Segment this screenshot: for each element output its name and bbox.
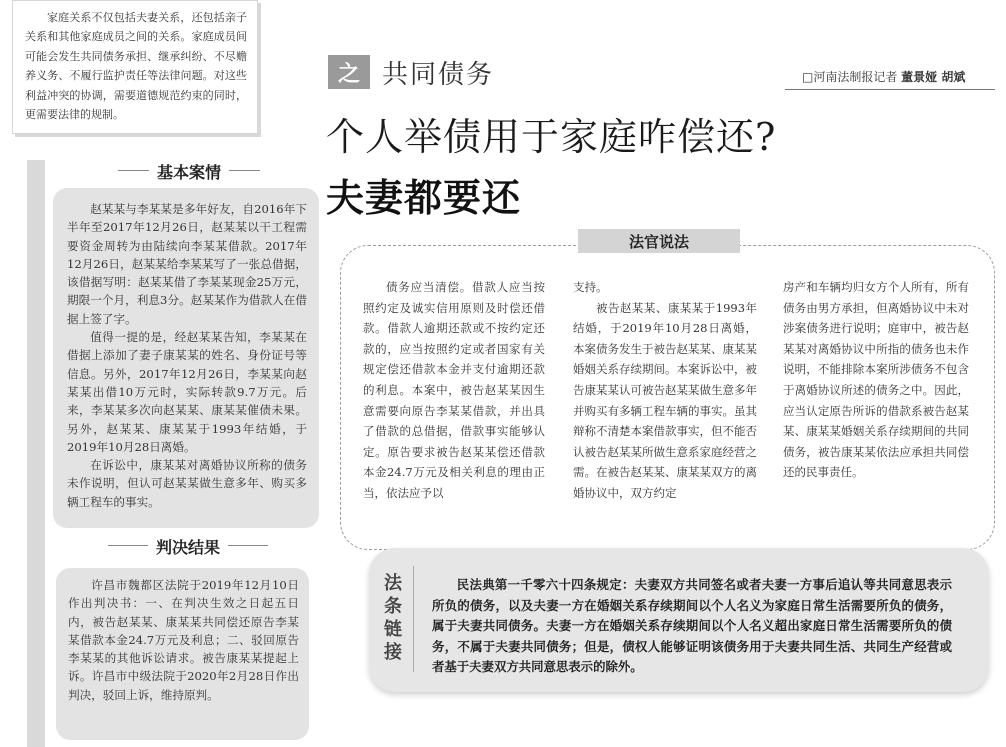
basic-case-heading [118,160,260,183]
basic-case-panel [53,188,319,528]
byline-names: 董景娅 胡斌 [901,70,966,84]
law-text: 民法典第一千零六十四条规定：夫妻双方共同签名或者夫妻一方事后追认等共同意思表示所负的债务，以及夫妻一方在婚姻关系存续期间以个人名义为家庭日常生活需要所负的债务，属于夫妻共同债务。夫妻一方在婚姻关系存续期间以个人名义超出家庭日常生活需要所负的债务，不属于夫妻共同债务；但是，债权人能够证明该债务用于夫妻共同生活、共同生产经营或者基于夫妻双方共同意思表示的除外。 [432,577,952,674]
section-name: 共同债务 [382,60,495,90]
judge-paragraph: 债务应当清偿。借款人应当按照约定及诚实信用原则及时偿还借款。借款人逾期还款或不按约定还款的，应当按照约定或者国家有关规定偿还借款本金并支付逾期还款的利息。本案中，被告赵某某因生意需要向原告李某某借款，并出具了借款的总借据，借款事实能够认定。原告要求被告赵某某偿还借款本金24.7万元及相关利息的理由正当，依法应予以 [363,280,545,500]
law-label-char: 链 [384,619,402,640]
byline-prefix: □河南法制报记者 [802,70,898,84]
judge-paragraph: 房产和车辆均归女方个人所有，所有债务由男方承担，但离婚协议中未对涉案债务进行说明；庭审中，被告赵某某对离婚协议中所指的债务也未作说明，不能排除本案所涉债务不包含于离婚协议所述的债务之中。因此，应当认定原告所诉的借款系被告赵某某、康某某婚姻关系存续期间的共同债务，被告康某某依法应承担共同偿还的民事责任。 [783,280,969,480]
verdict-heading [108,535,268,558]
section-badge-text: 之 [337,61,360,87]
law-label-char: 条 [384,596,402,617]
law-label-char: 法 [384,573,402,594]
law-divider [413,566,414,672]
intro-box [12,0,258,134]
basic-case-paragraph: 在诉讼中，康某某对离婚协议所称的债务未作说明，但认可赵某某做生意多年、购买多辆工程车的事实。 [67,458,307,509]
byline-rule [785,89,995,90]
law-label-char: 接 [384,642,402,663]
headline-line2: 夫妻都要还 [326,176,522,220]
judge-paragraph: 支持。 [573,280,608,294]
judge-column-3 [783,277,969,483]
verdict-title: 判决结果 [148,538,228,557]
basic-case-paragraph: 值得一提的是，经赵某某告知，李某某在借据上添加了妻子康某某的姓名、身份证号等信息。另外，2017年12月26日，李某某向赵某某出借10万元时，实际转款9.7万元。后来，李某某多次向赵某某、康某某催债未果。另外，赵某某、康某某于1993年结婚，于2019年10月28日离婚。 [67,330,307,454]
basic-case-title: 基本案情 [149,163,229,182]
left-decor-bar [27,160,45,747]
law-link-label [382,572,404,664]
verdict-panel [56,568,309,740]
section-badge [328,55,370,89]
intro-text: 家庭关系不仅包括夫妻关系，还包括亲子关系和其他家庭成员之间的关系。家庭成员间可能会发生共同债务承担、继承纠纷、不尽赡养义务、不履行监护责任等法律问题。对这些利益冲突的协调，需要道德规范约束的同时，更需要法律的规制。 [25,11,247,122]
headline-line1: 个人举债用于家庭咋偿还? [326,115,777,159]
judge-column-1 [363,277,545,504]
verdict-paragraph: 许昌市魏都区法院于2019年12月10日作出判决书：一、在判决生效之日起五日内，被告赵某某、康某某共同偿还原告李某某借款本金24.7万元及利息；二、驳回原告李某某的其他诉讼请求。被告康某某提起上诉。许昌市中级法院于2020年2月28日作出判决，驳回上诉，维持原判。 [68,578,299,702]
judge-commentary-title: 法官说法 [578,229,740,253]
judge-paragraph: 被告赵某某、康某某于1993年结婚，于2019年10月28日离婚，本案债务发生于被告赵某某、康某某婚姻关系存续期间。本案诉讼中，被告康某某认可被告赵某某做生意多年并购买有多辆工程车辆的事实。虽其辩称不清楚本案借款事实，但不能否认被告赵某某所做生意系家庭经营之需。在被告赵某某、康某某双方的离婚协议中，双方约定 [573,300,757,500]
byline [790,64,990,90]
basic-case-paragraph: 赵某某与李某某是多年好友，自2016年下半年至2017年12月26日，赵某某以干工程需要资金周转为由陆续向李某某借款。2017年12月26日，赵某某给李某某写了一张总借据，该借据写明：赵某某借了李某某现金25万元，期限一个月，利息3分。赵某某作为借款人在借据上签了字。 [67,202,307,326]
judge-column-2 [573,277,757,504]
